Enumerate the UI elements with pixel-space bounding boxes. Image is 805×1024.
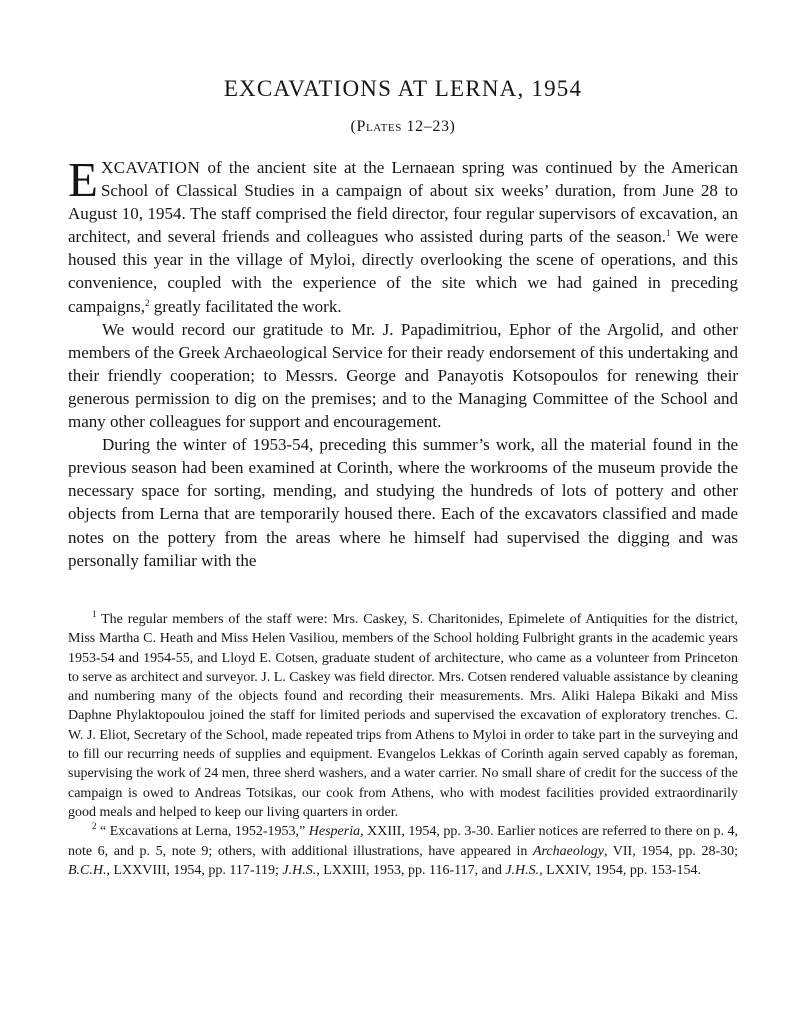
journal-bch: B.C.H. [68,862,107,878]
footnote-2-text-6: , LXXIV, 1954, pp. 153-154. [539,862,702,878]
article-title: EXCAVATIONS AT LERNA, 1954 [223,76,583,101]
paragraph-2: We would record our gratitude to Mr. J. Papadimitriou, Ephor of the Argolid, and other members of the Greek Archaeological Service for their ready endorsement of this undertaking and their friendly cooperation; to Messrs. George and Panayotis Kotsopoulos for renewing their generous permission to dig on the premises; and to the Managing Committee of the School and many other colleagues for support and encouragement. [68,319,738,432]
footnotes [68,610,738,880]
footnote-2-text-4: , LXXVIII, 1954, pp. 117-119; [106,862,283,878]
main-text [68,152,738,572]
journal-jhs-2: J.H.S. [505,862,540,878]
footnote-marker-2: 2 [92,821,97,832]
paragraph-1 [68,152,738,318]
paragraph-1-text-a: of the ancient site at the Lernaean spring was continued by the American School of Classical Studies in a campaign of about six weeks’ duration, from June 28 to August 10, 1954. The staff comprised the field director, four regular supervisors of excavation, an architect, and several friends and colleagues who assisted during parts of the season. [68,158,738,247]
plates-reference: (Plates 12–23) [350,118,456,135]
footnote-ref-1[interactable]: 1 [666,228,671,239]
footnote-marker-1: 1 [92,609,97,619]
paragraph-3: During the winter of 1953-54, preceding this summer’s work, all the material found in the previous season had been examined at Corinth, where the workrooms of the museum provide the necessary space for sorting, mending, and studying the hundreds of lots of pottery and other objects from Lerna that are temporarily housed there. Each of the excavators classified and made notes on the pottery from the areas where he himself had supervised the digging and was personally familiar with the [68,435,738,570]
footnote-2-text-5: , LXXIII, 1953, pp. 116-117, and [316,862,506,878]
footnote-1 [68,610,738,822]
journal-archaeology: Archaeology [532,843,604,859]
footnote-ref-2[interactable]: 2 [144,297,150,308]
footnote-2-text-1: “ Excavations at Lerna, 1952-1953,” [96,824,309,840]
journal-hesperia: Hesperia [308,824,361,840]
journal-jhs-1: J.H.S. [282,862,317,878]
footnote-2-text-2: , XXIII, 1954, pp. 3-30. Earlier notices are referred to there on p. 4, note 6, and p. 5, note 9; others, with additional illustrations, have appeared in [68,824,738,859]
document-page [68,0,738,1024]
footnote-2-text-3: , VII, 1954, pp. 28-30; [603,843,738,859]
paragraph-1-text-c: greatly facilitated the work. [149,296,342,316]
lead-in-word: XCAVATION [100,158,201,177]
footnote-1-text: The regular members of the staff were: Mrs. Caskey, S. Charitonides, Epimelete of Antiquities for the district, Miss Martha C. Heath and Miss Helen Vasiliou, members of the School holding Fulbright grants in the academic years 1953-54 and 1954-55, and Lloyd E. Cotsen, graduate student of architecture, who came as a volunteer from Princeton to serve as architect and surveyor. J. L. Caskey was field director. Mrs. Cotsen rendered valuable assistance by cleaning and numbering many of the objects found and recording their measurements. Mrs. Aliki Halepa Bikaki and Miss Daphne Phylaktopoulou joined the staff for limited periods and supervised the excavation of exploratory trenches. C. W. J. Eliot, Secretary of the School, made repeated trips from Athens to Myloi in order to take part in the surveying and to fill our recurring needs of supplies and equipment. Evangelos Lekkas of Corinth again served capably as foreman, supervising the work of 24 men, three sherd washers, and a water carrier. No small share of credit for the success of the campaign is owed to Andreas Totsikas, our cook from Athens, who with modest facilities provided extraordinarily good meals and helped to keep our living quarters in order. [68,612,738,820]
paragraph-1-text-b: We were housed this year in the village of Myloi, directly overlooking the scene of operations, and this convenience, coupled with the experience of the site which we had gained in preceding campaigns, [68,227,738,316]
drop-cap: E [68,152,98,207]
footnote-2 [68,822,738,880]
